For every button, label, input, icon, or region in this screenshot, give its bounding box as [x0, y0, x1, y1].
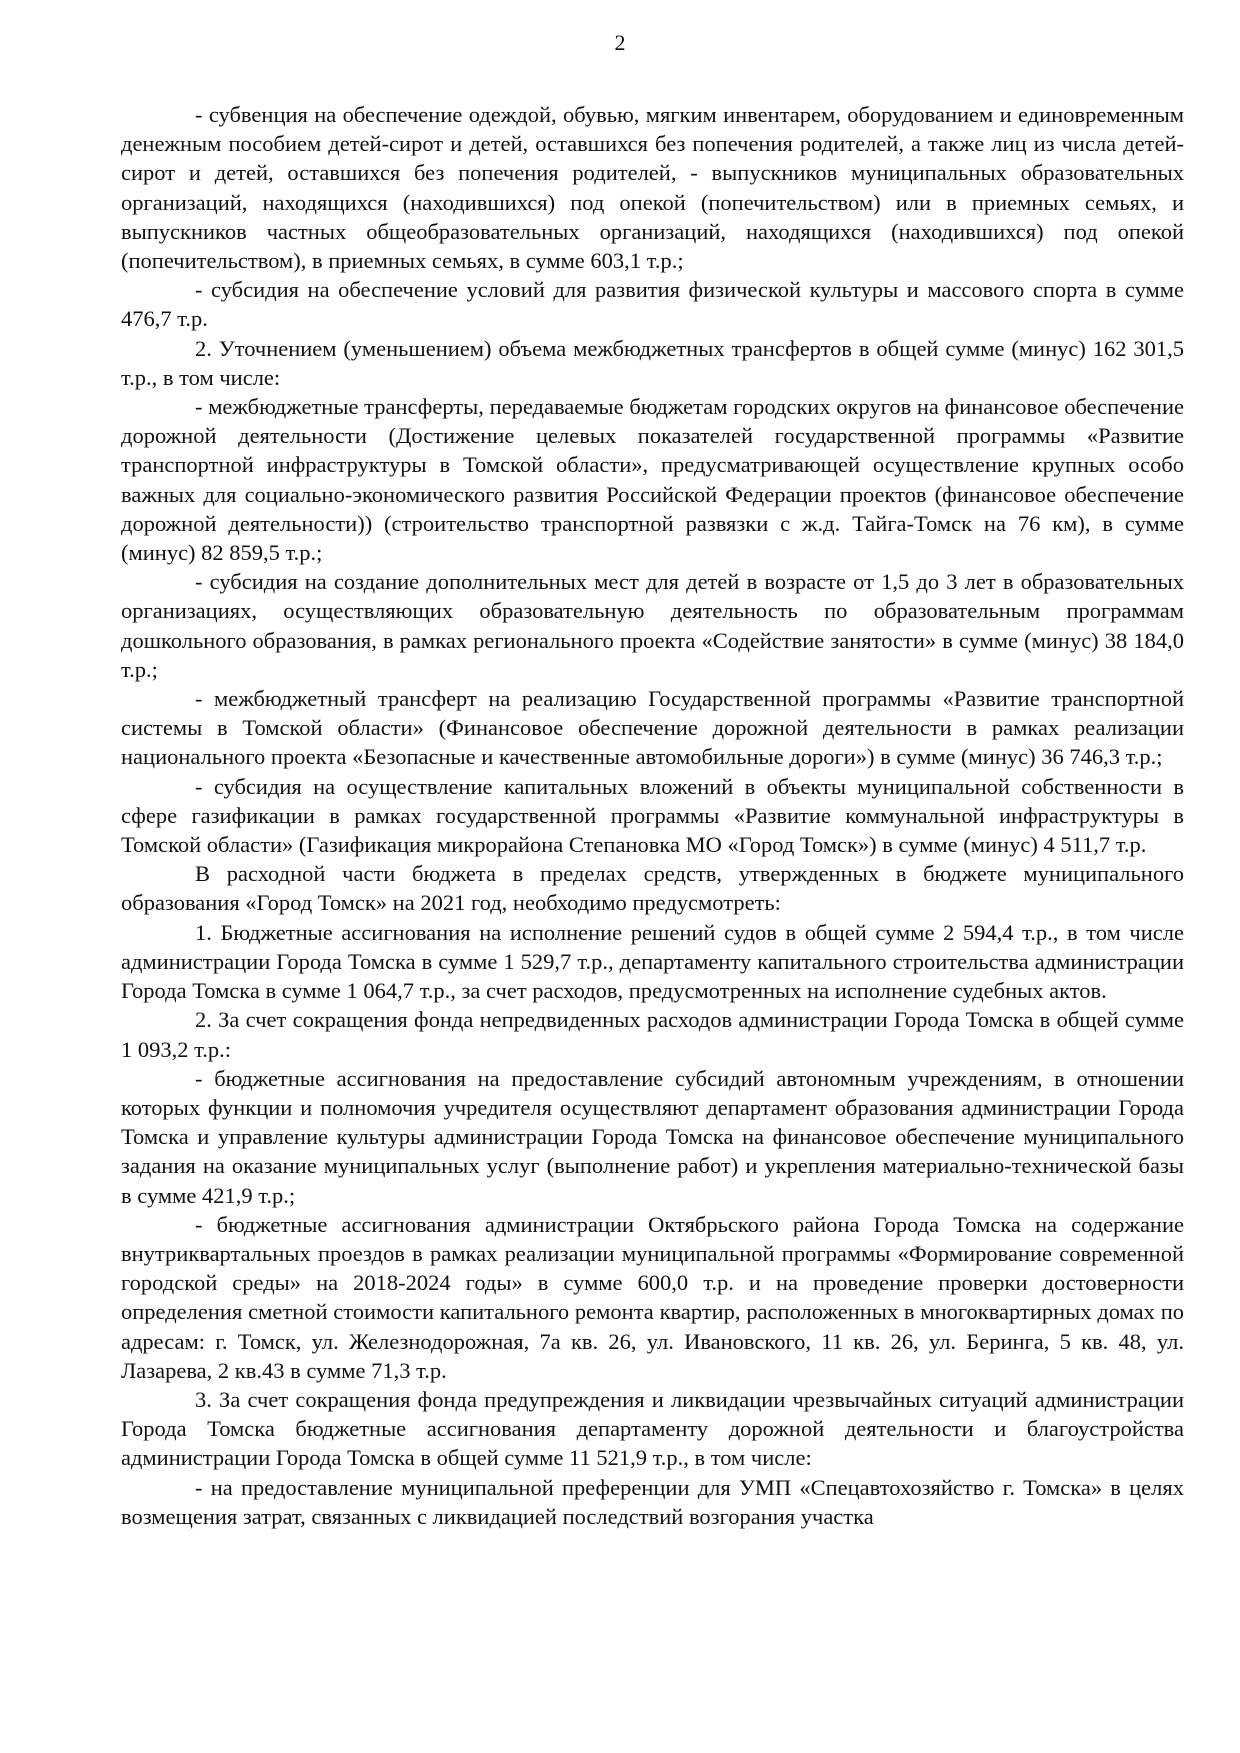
- paragraph-road-activity: - межбюджетные трансферты, передаваемые бюджетам городских округов на финансовое обеспечение дорожной деятельности (Достижение целевых показателей государственной программы «Развитие транспортной инфраструктуры в Томской области», предусматривающей осуществление крупных особо важных для социально-экономического развития Российской Федерации проектов (финансовое обеспечение дорожной деятельности)) (строительство транспортной развязки с ж.д. Тайга-Томск на 76 км), в сумме (минус) 82 859,5 т.р.;: [121, 394, 1184, 566]
- document-body: [121, 100, 1184, 1531]
- paragraph-transport-system: - межбюджетный трансферт на реализацию Государственной программы «Развитие транспортной системы в Томской области» (Финансовое обеспечение дорожной деятельности в рамках реализации национального проекта «Безопасные и качественные автомобильные дороги») в сумме (минус) 36 746,3 т.р.;: [121, 686, 1184, 770]
- paragraph-oktyabrsky-district: - бюджетные ассигнования администрации Октябрьского района Города Томска на содержание внутриквартальных проездов в рамках реализации муниципальной программы «Формирование современной городской среды» на 2018-2024 годы» в сумме 600,0 т.р. и на проведение проверки достоверности определения сметной стоимости капитального ремонта квартир, расположенных в многоквартирных домах по адресам: г. Томск, ул. Железнодорожная, 7а кв. 26, ул. Ивановского, 11 кв. 26, ул. Беринга, 5 кв. 48, ул. Лазарева, 2 кв.43 в сумме 71,3 т.р.: [121, 1211, 1184, 1383]
- paragraph-court-decisions: 1. Бюджетные ассигнования на исполнение решений судов в общей сумме 2 594,4 т.р., в том числе администрации Города Томска в сумме 1 529,7 т.р., департаменту капитального строительства администрации Города Томска в сумме 1 064,7 т.р., за счет расходов, предусмотренных на исполнение судебных актов.: [121, 919, 1184, 1004]
- paragraph-transfers-reduction: 2. Уточнением (уменьшением) объема межбюджетных трансфертов в общей сумме (минус) 162 301,5 т.р., в том числе:: [121, 335, 1184, 390]
- paragraph-emergency-fund: 3. За счет сокращения фонда предупреждения и ликвидации чрезвычайных ситуаций администрации Города Томска бюджетные ассигнования департаменту дорожной деятельности и благоустройства администрации Города Томска в общей сумме 11 521,9 т.р., в том числе:: [121, 1386, 1184, 1471]
- paragraph-subsidy-sport: - субсидия на обеспечение условий для развития физической культуры и массового спорта в сумме 476,7 т.р.: [121, 277, 1184, 332]
- paragraph-autonomous-subsidies: - бюджетные ассигнования на предоставление субсидий автономным учреждениям, в отношении которых функции и полномочия учредителя осуществляют департамент образования администрации Города Томска и управление культуры администрации Города Томска на финансовое обеспечение муниципального задания на оказание муниципальных услуг (выполнение работ) и укрепления материально-технической базы в сумме 421,9 т.р.;: [121, 1065, 1184, 1208]
- paragraph-contingency-fund: 2. За счет сокращения фонда непредвиденных расходов администрации Города Томска в общей сумме 1 093,2 т.р.:: [121, 1007, 1184, 1062]
- paragraph-subvention-orphans: - субвенция на обеспечение одеждой, обувью, мягким инвентарем, оборудованием и единовременным денежным пособием детей-сирот и детей, оставшихся без попечения родителей, а также лиц из числа детей-сирот и детей, оставшихся без попечения родителей, - выпускников муниципальных образовательных организаций, находящихся (находившихся) под опекой (попечительством) или в приемных семьях, и выпускников частных общеобразовательных организаций, находящихся (находившихся) под опекой (попечительством), в приемных семьях, в сумме 603,1 т.р.;: [121, 102, 1184, 274]
- paragraph-gasification: - субсидия на осуществление капитальных вложений в объекты муниципальной собственности в сфере газификации в рамках государственной программы «Развитие коммунальной инфраструктуры в Томской области» (Газификация микрорайона Степановка МО «Город Томск») в сумме (минус) 4 511,7 т.р.: [121, 773, 1184, 858]
- paragraph-preschool-places: - субсидия на создание дополнительных мест для детей в возрасте от 1,5 до 3 лет в образовательных организациях, осуществляющих образовательную деятельность по образовательным программам дошкольного образования, в рамках регионального проекта «Содействие занятости» в сумме (минус) 38 184,0 т.р.;: [121, 569, 1184, 682]
- paragraph-expenditure-intro: В расходной части бюджета в пределах средств, утвержденных в бюджете муниципального образования «Город Томск» на 2021 год, необходимо предусмотреть:: [121, 861, 1184, 916]
- page-number: 2: [614, 30, 626, 55]
- paragraph-municipal-preference: - на предоставление муниципальной преференции для УМП «Спецавтохозяйство г. Томска» в целях возмещения затрат, связанных с ликвидацией последствий возгорания участка: [121, 1474, 1184, 1529]
